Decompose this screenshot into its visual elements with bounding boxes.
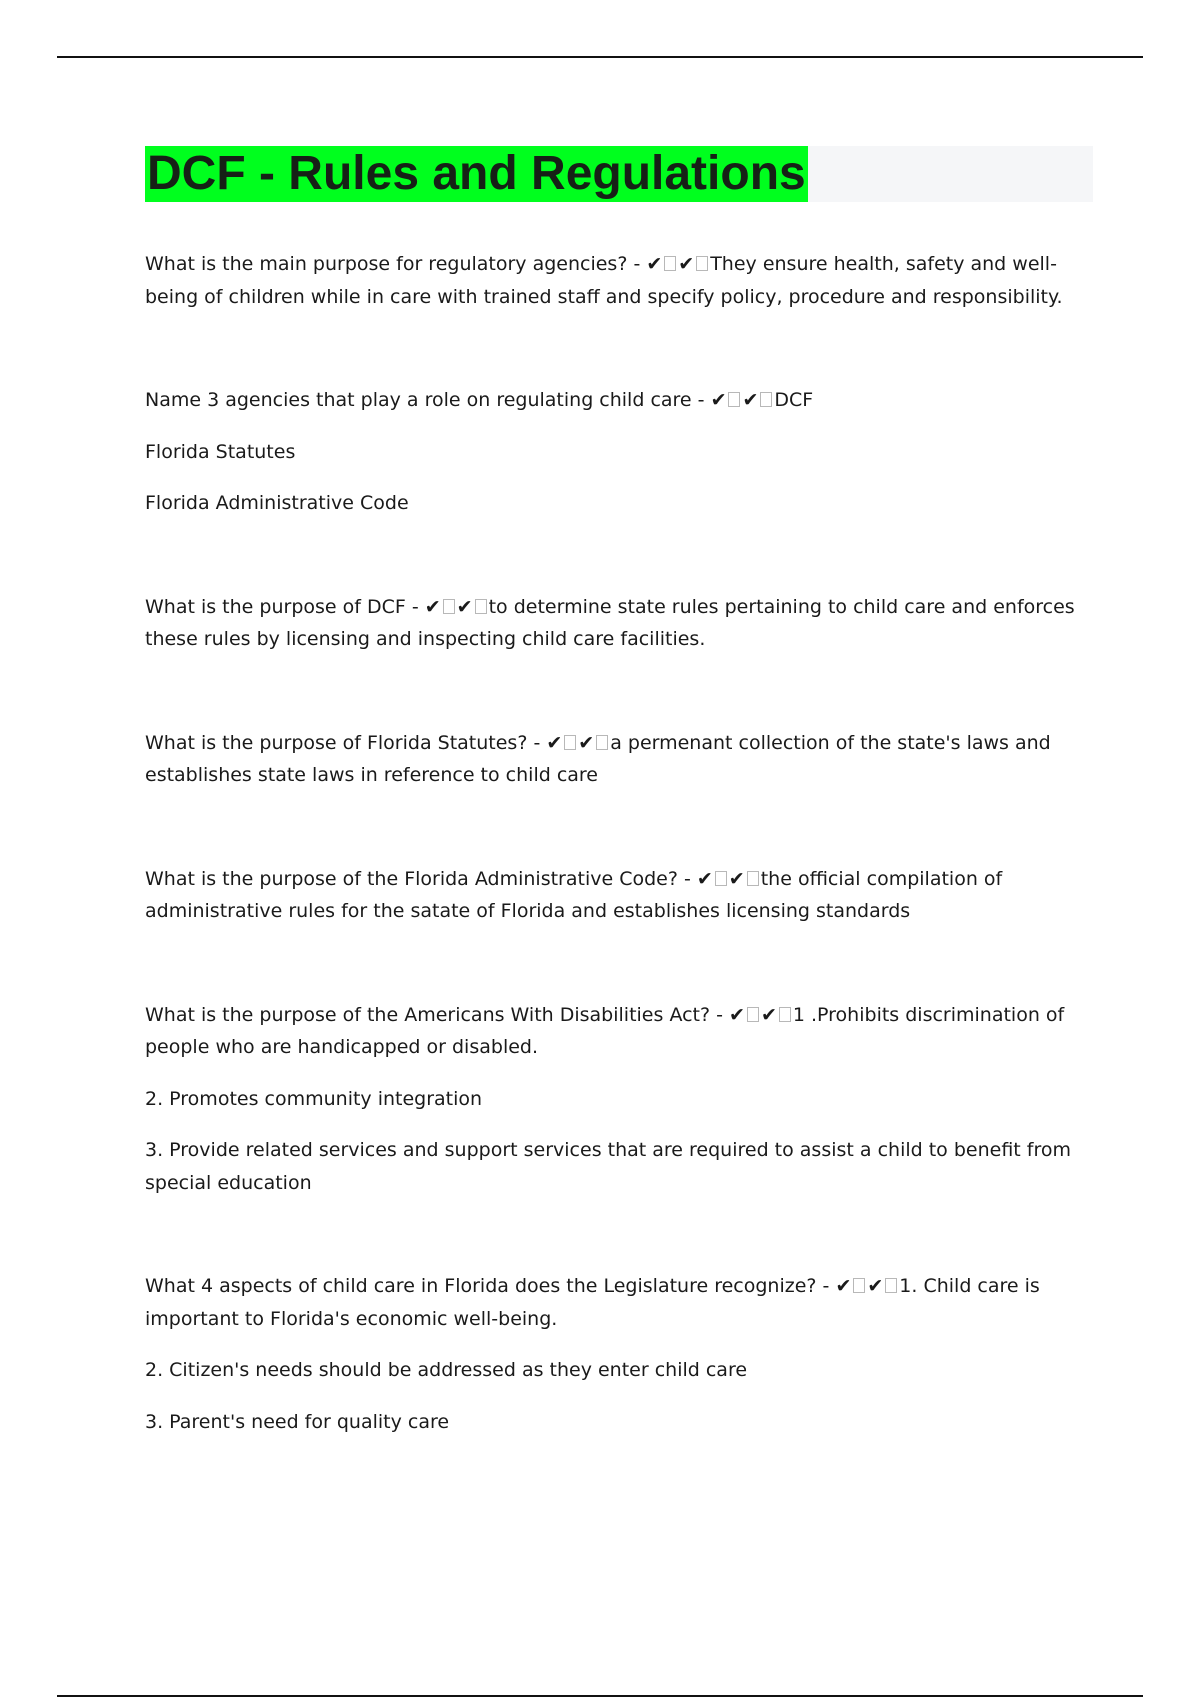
question-text: What 4 aspects of child care in Florida does the Legislature recognize? - — [145, 1275, 830, 1297]
check-icon: ✔ — [456, 595, 473, 618]
box-icon — [475, 599, 487, 614]
check-icon: ✔ — [678, 253, 695, 275]
qa-paragraph — [145, 1270, 1093, 1335]
qa-paragraph — [145, 591, 1093, 656]
answer-text: They ensure health, safety and well-being of children while in care with trained staff and specify policy, procedure and responsibility. — [145, 253, 1063, 308]
answer-text: 1. Child care is important to Florida's economic well-being. — [145, 1275, 1040, 1330]
box-icon — [564, 735, 576, 750]
qa-entry — [145, 999, 1093, 1200]
question-text: What is the purpose of the Florida Administrative Code? - — [145, 867, 691, 890]
question-text: Name 3 agencies that play a role on regulating child care - — [145, 389, 705, 411]
box-icon — [596, 735, 608, 750]
qa-paragraph — [145, 999, 1093, 1064]
check-icon: ✔ — [835, 1275, 852, 1297]
qa-paragraph — [145, 863, 1093, 928]
check-icon: ✔ — [728, 867, 745, 890]
box-icon — [747, 871, 759, 886]
question-text: What is the main purpose for regulatory agencies? - — [145, 253, 641, 275]
page-title: DCF - Rules and Regulations — [147, 147, 806, 200]
box-icon — [728, 392, 740, 407]
qa-content — [145, 248, 1093, 1457]
qa-paragraph — [145, 384, 1093, 417]
answer-text: 1 .Prohibits discrimination of people who are handicapped or disabled. — [145, 1003, 1065, 1058]
spacer — [145, 947, 1093, 999]
check-icon: ✔ — [646, 253, 663, 275]
answer-text: a permenant collection of the state's laws and establishes state laws in reference to child care — [145, 731, 1051, 786]
spacer — [145, 332, 1093, 384]
answer-line: 2. Promotes community integration — [145, 1087, 483, 1110]
box-icon — [715, 871, 727, 886]
answer-text: the official compilation of administrative rules for the satate of Florida and establishes licensing standards — [145, 867, 1003, 922]
answer-line: 2. Citizen's needs should be addressed as they enter child care — [145, 1359, 748, 1381]
box-icon — [885, 1278, 897, 1293]
qa-entry — [145, 248, 1093, 313]
question-text: What is the purpose of Florida Statutes? - — [145, 731, 541, 754]
qa-paragraph — [145, 248, 1093, 313]
check-icon: ✔ — [546, 731, 563, 754]
check-icon: ✔ — [710, 389, 727, 411]
box-icon — [747, 1007, 759, 1022]
check-icon: ✔ — [729, 1003, 745, 1026]
answer-line: Florida Administrative Code — [145, 492, 409, 514]
check-icon: ✔ — [760, 1003, 777, 1026]
qa-entry — [145, 727, 1093, 792]
check-icon: ✔ — [867, 1275, 884, 1297]
check-icon: ✔ — [696, 867, 713, 890]
spacer — [145, 1218, 1093, 1270]
check-icon: ✔ — [742, 389, 759, 411]
qa-entry — [145, 863, 1093, 928]
qa-entry — [145, 591, 1093, 656]
answer-line: 3. Provide related services and support services that are required to assist a child to benefit from special education — [145, 1139, 1071, 1194]
box-icon — [443, 599, 455, 614]
qa-entry — [145, 384, 1093, 520]
question-text: What is the purpose of DCF - — [145, 595, 419, 618]
spacer — [145, 675, 1093, 727]
box-icon — [779, 1007, 791, 1022]
box-icon — [760, 392, 772, 407]
answer-text: DCF — [774, 389, 814, 411]
qa-paragraph — [145, 727, 1093, 792]
box-icon — [853, 1278, 865, 1293]
check-icon: ✔ — [578, 731, 595, 754]
qa-entry — [145, 1270, 1093, 1438]
check-icon: ✔ — [424, 595, 441, 618]
top-rule — [57, 56, 1143, 58]
answer-text: to determine state rules pertaining to child care and enforces these rules by licensing and inspecting child care facilities. — [145, 595, 1075, 650]
spacer — [145, 811, 1093, 863]
answer-line: 3. Parent's need for quality care — [145, 1410, 450, 1433]
box-icon — [664, 256, 676, 271]
question-text: What is the purpose of the Americans With Disabilities Act? - — [145, 1003, 723, 1026]
bottom-rule — [57, 1695, 1143, 1697]
box-icon — [696, 256, 708, 271]
answer-line: Florida Statutes — [145, 440, 296, 463]
spacer — [145, 539, 1093, 591]
